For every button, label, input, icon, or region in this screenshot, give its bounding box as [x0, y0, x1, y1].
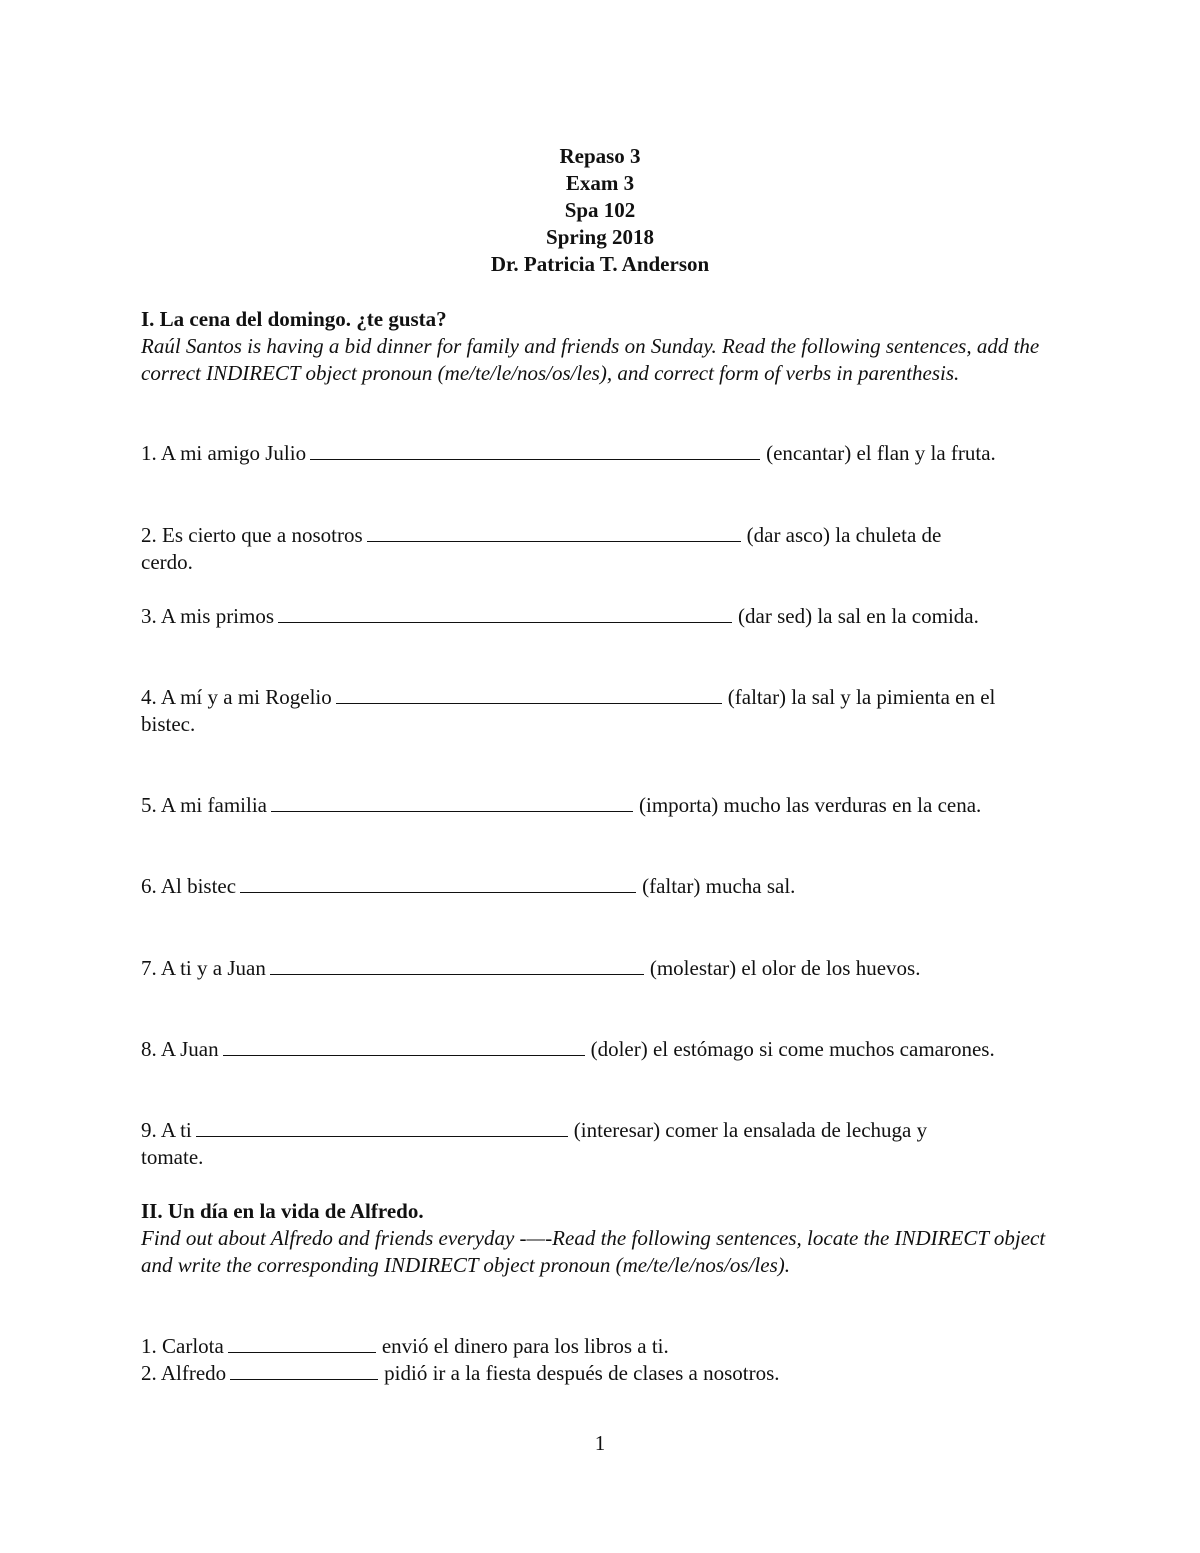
item-rest: envió el dinero para los libros a ti.	[381, 1334, 669, 1358]
item-prompt: 5. A mi familia	[141, 793, 267, 817]
item-prompt: 4. A mí y a mi Rogelio	[141, 685, 332, 709]
header-exam: Exam 3	[565, 171, 635, 195]
answer-blank[interactable]	[240, 873, 636, 893]
answer-blank[interactable]	[228, 1333, 376, 1353]
item-rest: (encantar) el flan y la fruta.	[766, 441, 996, 465]
item-rest: (molestar) el olor de los huevos.	[649, 956, 921, 980]
item-prompt: 1. A mi amigo Julio	[141, 441, 307, 465]
answer-blank[interactable]	[223, 1036, 585, 1056]
item-rest: pidió ir a la fiesta después de clases a nosotros.	[384, 1361, 780, 1385]
exercise-item-2	[141, 522, 1071, 576]
item-rest: (dar asco) la chuleta de	[746, 523, 942, 547]
item-rest: (faltar) mucha sal.	[642, 874, 796, 898]
exercise-item-1	[141, 440, 1071, 467]
answer-blank[interactable]	[270, 955, 644, 975]
item-continuation: bistec.	[141, 712, 196, 736]
section-2-title: II. Un día en la vida de Alfredo.	[141, 1199, 424, 1223]
exercise-item-7	[141, 955, 1071, 982]
header-review-title: Repaso 3	[559, 144, 641, 168]
item-rest: (faltar) la sal y la pimienta en el	[727, 685, 996, 709]
exercise-item-ii-2	[141, 1360, 1071, 1387]
item-prompt: 2. Alfredo	[141, 1361, 227, 1385]
item-prompt: 9. A ti	[141, 1118, 192, 1142]
item-continuation: tomate.	[141, 1145, 204, 1169]
section-1-instructions: Raúl Santos is having a bid dinner for family and friends on Sunday. Read the following sentences, add the correct INDIRECT object pronoun (me/te/le/nos/os/les), and correct form of verbs in parenthesis.	[141, 334, 1040, 385]
exercise-item-8	[141, 1036, 1071, 1063]
item-prompt: 8. A Juan	[141, 1037, 219, 1061]
item-rest: (interesar) comer la ensalada de lechuga y	[573, 1118, 928, 1142]
answer-blank[interactable]	[310, 440, 760, 460]
exercise-item-6	[141, 873, 1071, 900]
exercise-item-5	[141, 792, 1071, 819]
item-rest: (importa) mucho las verduras en la cena.	[639, 793, 982, 817]
exercise-item-ii-1	[141, 1333, 1071, 1360]
header-course: Spa 102	[564, 198, 636, 222]
answer-blank[interactable]	[278, 603, 732, 623]
answer-blank[interactable]	[230, 1360, 378, 1380]
header-term: Spring 2018	[546, 225, 654, 249]
item-prompt: 1. Carlota	[141, 1334, 224, 1358]
item-prompt: 2. Es cierto que a nosotros	[141, 523, 363, 547]
section-2-instructions: Find out about Alfredo and friends everyday -—-Read the following sentences, locate the INDIRECT object and write the corresponding INDIRECT object pronoun (me/te/le/nos/os/les).	[141, 1226, 1046, 1277]
answer-blank[interactable]	[336, 684, 722, 704]
answer-blank[interactable]	[367, 522, 741, 542]
exercise-item-4	[141, 684, 1071, 738]
section-1-title: I. La cena del domingo. ¿te gusta?	[141, 307, 447, 331]
answer-blank[interactable]	[271, 792, 633, 812]
item-prompt: 3. A mis primos	[141, 604, 275, 628]
document-header	[0, 143, 1200, 278]
item-continuation: cerdo.	[141, 550, 193, 574]
exercise-item-9	[141, 1117, 1071, 1171]
item-rest: (doler) el estómago si come muchos camarones.	[590, 1037, 995, 1061]
page-number: 1	[594, 1431, 606, 1455]
item-prompt: 7. A ti y a Juan	[141, 956, 266, 980]
header-instructor: Dr. Patricia T. Anderson	[490, 252, 710, 276]
item-rest: (dar sed) la sal en la comida.	[738, 604, 979, 628]
exercise-item-3	[141, 603, 1071, 630]
item-prompt: 6. Al bistec	[141, 874, 237, 898]
answer-blank[interactable]	[196, 1117, 568, 1137]
